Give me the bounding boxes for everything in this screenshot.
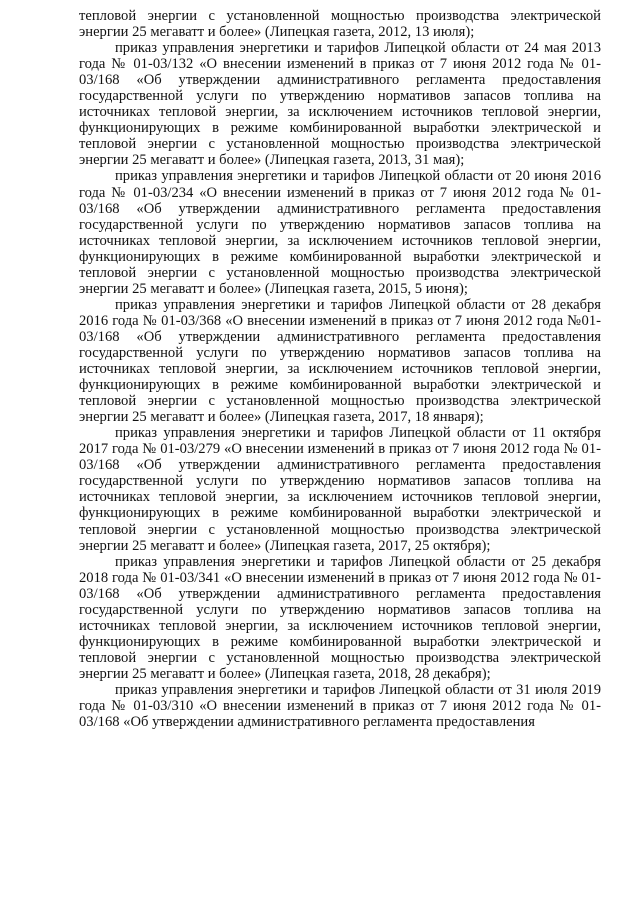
paragraph-order-2017: приказ управления энергетики и тарифов Липецкой области от 11 октября 2017 года № 01-03/279 «О внесении изменений в приказ от 7 июня 2012 года № 01-03/168 «Об утверждении административного регламента предоставления государственной услуги по утверждению нормативов запасов топлива на источниках тепловой энергии, за исключением источников тепловой энергии, функционирующих в режиме комбинированной выработки электрической и тепловой энергии с установленной мощностью производства электрической энергии 25 мегаватт и более» (Липецкая газета, 2017, 25 октября); — [79, 425, 601, 554]
paragraph-order-2018: приказ управления энергетики и тарифов Липецкой области от 25 декабря 2018 года № 01-03/341 «О внесении изменений в приказ от 7 июня 2012 года № 01-03/168 «Об утверждении административного регламента предоставления государственной услуги по утверждению нормативов запасов топлива на источниках тепловой энергии, за исключением источников тепловой энергии, функционирующих в режиме комбинированной выработки электрической и тепловой энергии с установленной мощностью производства электрической энергии 25 мегаватт и более» (Липецкая газета, 2018, 28 декабря); — [79, 553, 601, 682]
paragraph-continuation: тепловой энергии с установленной мощностью производства электрической энергии 25 мегаватт и более» (Липецкая газета, 2012, 13 июля); — [79, 8, 601, 41]
paragraph-order-2016-december: приказ управления энергетики и тарифов Липецкой области от 28 декабря 2016 года № 01-03/368 «О внесении изменений в приказ от 7 июня 2012 года №01-03/168 «Об утверждении административного регламента предоставления государственной услуги по утверждению нормативов запасов топлива на источниках тепловой энергии, за исключением источников тепловой энергии, функционирующих в режиме комбинированной выработки электрической и тепловой энергии с установленной мощностью производства электрической энергии 25 мегаватт и более» (Липецкая газета, 2017, 18 января); — [79, 296, 601, 426]
document-page — [79, 8, 601, 730]
paragraph-order-2016-june: приказ управления энергетики и тарифов Липецкой области от 20 июня 2016 года № 01-03/234 «О внесении изменений в приказ от 7 июня 2012 года № 01-03/168 «Об утверждении административного регламента предоставления государственной услуги по утверждению нормативов запасов топлива на источниках тепловой энергии, за исключением источников тепловой энергии, функционирующих в режиме комбинированной выработки электрической и тепловой энергии с установленной мощностью производства электрической энергии 25 мегаватт и более» (Липецкая газета, 2015, 5 июня); — [79, 168, 601, 297]
paragraph-order-2019: приказ управления энергетики и тарифов Липецкой области от 31 июля 2019 года № 01-03/310 «О внесении изменений в приказ от 7 июня 2012 года № 01-03/168 «Об утверждении административного регламента предоставления — [79, 681, 601, 731]
paragraph-order-2013: приказ управления энергетики и тарифов Липецкой области от 24 мая 2013 года № 01-03/132 «О внесении изменений в приказ от 7 июня 2012 года № 01-03/168 «Об утверждении административного регламента предоставления государственной услуги по утверждению нормативов запасов топлива на источниках тепловой энергии, за исключением источников тепловой энергии, функционирующих в режиме комбинированной выработки электрической и тепловой энергии с установленной мощностью производства электрической энергии 25 мегаватт и более» (Липецкая газета, 2013, 31 мая); — [79, 40, 601, 169]
